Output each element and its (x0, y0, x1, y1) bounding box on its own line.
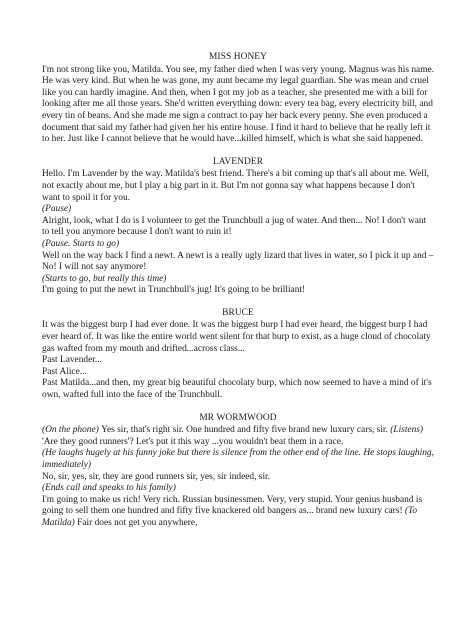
dialogue-text: Well on the way back I find a newt. A newt is a really ugly lizard that lives in water, so I pick it up and – No! I will not say anymore! (42, 250, 434, 273)
dialogue-line (42, 425, 434, 448)
dialogue-line (42, 251, 434, 274)
script-section (42, 413, 434, 530)
stage-direction: (Pause) (42, 204, 72, 215)
speaker-name: MR WORMWOOD (199, 412, 277, 423)
dialogue-line (42, 367, 434, 379)
stage-direction: (Starts to go, but really this time) (42, 273, 167, 284)
speaker-name: MISS HONEY (208, 52, 268, 62)
dialogue-text: I'm going to make us rich! Very rich. Russian businessmen. Very, very stupid. Your genius husband is going to sell them one hundred and fifty five knackered old bangers as... brand new luxury cars! (42, 494, 423, 517)
dialogue-text: Past Alice... (42, 366, 87, 377)
dialogue-line (42, 355, 434, 367)
script-section (42, 157, 434, 297)
dialogue-text: Past Matilda...and then, my great big beautiful chocolaty burp, which now seemed to have a mind of it's own, wafted full into the face of the Trunchbull. (42, 378, 432, 401)
speaker-name: LAVENDER (212, 156, 264, 167)
dialogue-line (42, 65, 434, 146)
dialogue-line (42, 169, 434, 204)
dialogue-text: I'm not strong like you, Matilda. You see, my father died when I was very young. Magnus was his name. He was very kind. But when he was gone, my aunt became my legal guardian. She was mean and cruel like you can hardly imagine. And then, when I got my job as a teacher, she presented me with a bill for looking after me all those years. She'd written everything down: every tea bag, every electricity bill, and every tin of beans. And she made me sign a contract to pay her back every penny. She even produced a document that said my father had given her his entire house. I find it hard to believe that he really left it to her. Just like I cannot believe that he would have...killed himself, which is what she said happened. (42, 64, 434, 145)
speaker-name: BRUCE (222, 307, 254, 318)
stage-direction: (On the phone) (42, 425, 102, 436)
dialogue-line (42, 274, 434, 286)
dialogue-line (42, 448, 434, 471)
stage-direction: (To Matilda) (42, 506, 418, 528)
dialogue-text: I'm going to put the newt in Trunchbull's jug! It's going to be brilliant! (42, 285, 306, 296)
dialogue-text: 'Are they good runners'? Let's put it this way ...you wouldn't beat them in a race. (42, 436, 344, 447)
stage-direction: (Pause. Starts to go) (42, 238, 120, 249)
dialogue-line (42, 378, 434, 401)
dialogue-text: Fair does not get you anywhere, (77, 517, 198, 528)
dialogue-text: It was the biggest burp I had ever done. It was the biggest burp I had ever heard, the biggest burp I had ever heard of. It was like the entire world went silent for that burp to exist, as a huge cloud of chocolaty gas wafted from my mouth and drifted...across class... (42, 320, 431, 354)
dialogue-line (42, 472, 434, 484)
dialogue-text: Alright, look, what I do is I volunteer to get the Trunchbull a jug of water. And then... No! I don't want to tell you anymore because I don't want to ruin it! (42, 215, 427, 238)
dialogue-text: Hello. I'm Lavender by the way. Matilda's best friend. There's a bit coming up that's all about me. Well, not exactly about me, but I play a big part in it. But I'm not gonna say what happens because I don't want to spoil it for you. (42, 169, 429, 203)
script-section (42, 308, 434, 402)
dialogue-line (42, 495, 434, 530)
dialogue-text: Yes sir, that's right sir. One hundred and fifty five brand new luxury cars, sir. (101, 425, 391, 436)
stage-direction: (Listens) (390, 425, 424, 436)
dialogue-line (42, 483, 434, 495)
dialogue-line (42, 216, 434, 239)
script-section (42, 52, 434, 146)
dialogue-text: Past Lavender... (42, 355, 102, 366)
dialogue-line (42, 320, 434, 355)
dialogue-line (42, 204, 434, 216)
dialogue-line (42, 285, 434, 297)
stage-direction: (He laughs hugely at his funny joke but there is silence from the other end of the line. He stops laughing, immediately) (42, 448, 434, 470)
dialogue-text: No, sir, yes, sir, they are good runners sir, yes, sir indeed, sir. (42, 471, 270, 482)
stage-direction: (Ends call and speaks to his family) (42, 483, 176, 494)
dialogue-line (42, 239, 434, 251)
